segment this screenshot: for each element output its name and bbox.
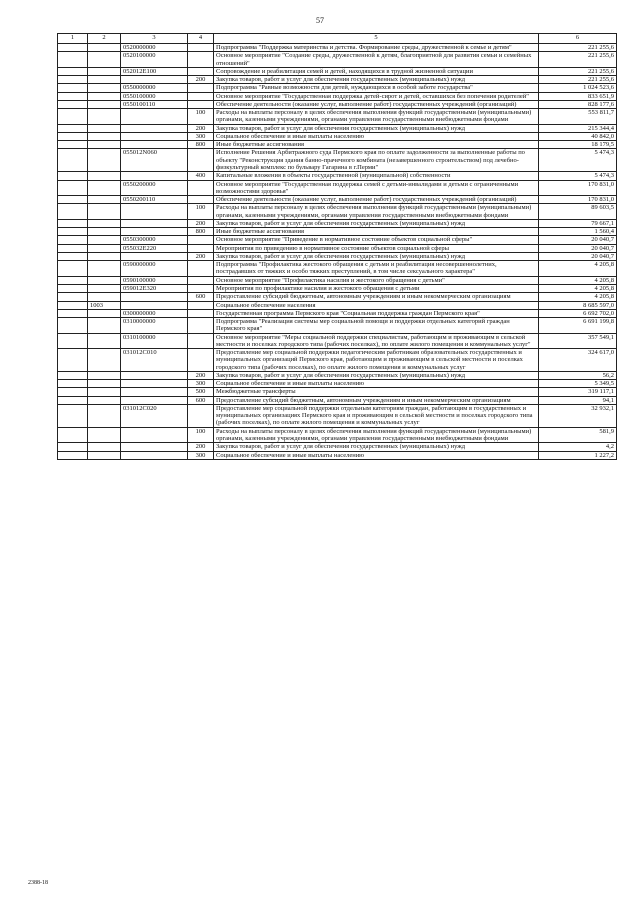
description-cell: Мероприятия по профилактике насилия и жестокого обращения с детьми (214, 284, 539, 292)
subsection-cell (88, 109, 121, 125)
amount-cell: 553 811,7 (539, 109, 617, 125)
expense-type-cell (188, 276, 214, 284)
amount-cell: 319 117,1 (539, 388, 617, 396)
footer-document-code: 2388-18 (28, 880, 48, 886)
description-cell: Расходы на выплаты персоналу в целях обеспечения выполнения функций государственными (муниципальными) органами, казенными учреждениями, органами управления государственными внебюджетными фондами (214, 109, 539, 125)
column-number: 3 (121, 34, 188, 44)
target-article-cell (121, 301, 188, 309)
description-cell: Подпрограмма "Поддержка материнства и детства. Формирование среды, дружественной к семье и детям" (214, 44, 539, 52)
table-row (58, 219, 617, 227)
table-row (58, 404, 617, 427)
column-number: 6 (539, 34, 617, 44)
target-article-cell (121, 204, 188, 220)
target-article-cell (121, 388, 188, 396)
expense-type-cell (188, 333, 214, 349)
section-cell (58, 396, 88, 404)
subsection-cell (88, 388, 121, 396)
subsection-cell (88, 252, 121, 260)
amount-cell: 8 685 597,0 (539, 301, 617, 309)
target-article-cell: 059012Е320 (121, 284, 188, 292)
amount-cell: 221 255,6 (539, 67, 617, 75)
expense-type-cell (188, 284, 214, 292)
section-cell (58, 318, 88, 334)
description-cell: Предоставление мер социальной поддержки отдельным категориям граждан, работающим в государственных и муниципальных организациях Пермского края и проживающим в сельской местности и поселках городского типа (рабочих поселках), по оплате жилого помещения и коммунальных услуг (214, 404, 539, 427)
table-row (58, 252, 617, 260)
description-cell: Социальное обеспечение и иные выплаты населению (214, 380, 539, 388)
description-cell: Сопровождение и реабилитация семей и детей, находящихся в трудной жизненной ситуации (214, 67, 539, 75)
section-cell (58, 451, 88, 459)
subsection-cell (88, 451, 121, 459)
amount-cell: 4 205,8 (539, 276, 617, 284)
target-article-cell: 0590100000 (121, 276, 188, 284)
section-cell (58, 301, 88, 309)
expense-type-cell: 200 (188, 443, 214, 451)
column-number: 2 (88, 34, 121, 44)
amount-cell: 5 349,5 (539, 380, 617, 388)
subsection-cell (88, 84, 121, 92)
target-article-cell: 031012С020 (121, 404, 188, 427)
target-article-cell (121, 141, 188, 149)
description-cell: Капитальные вложения в объекты государственной (муниципальной) собственности (214, 172, 539, 180)
subsection-cell (88, 100, 121, 108)
amount-cell: 1 560,4 (539, 228, 617, 236)
amount-cell: 324 617,0 (539, 349, 617, 372)
table-row (58, 67, 617, 75)
target-article-cell: 0550200000 (121, 180, 188, 196)
target-article-cell (121, 172, 188, 180)
amount-cell: 4 205,8 (539, 284, 617, 292)
amount-cell: 79 667,1 (539, 219, 617, 227)
expense-type-cell (188, 309, 214, 317)
expense-type-cell: 200 (188, 219, 214, 227)
amount-cell: 221 255,6 (539, 44, 617, 52)
expense-type-cell (188, 301, 214, 309)
description-cell: Иные бюджетные ассигнования (214, 228, 539, 236)
amount-cell: 6 691 199,8 (539, 318, 617, 334)
amount-cell: 5 474,3 (539, 172, 617, 180)
section-cell (58, 132, 88, 140)
subsection-cell (88, 380, 121, 388)
section-cell (58, 333, 88, 349)
table-row (58, 380, 617, 388)
target-article-cell (121, 396, 188, 404)
subsection-cell: 1003 (88, 301, 121, 309)
description-cell: Закупка товаров, работ и услуг для обеспечения государственных (муниципальных) нужд (214, 124, 539, 132)
section-cell (58, 252, 88, 260)
amount-cell: 221 255,6 (539, 76, 617, 84)
expense-type-cell: 500 (188, 388, 214, 396)
section-cell (58, 349, 88, 372)
subsection-cell (88, 284, 121, 292)
table-row (58, 276, 617, 284)
subsection-cell (88, 236, 121, 244)
target-article-cell (121, 252, 188, 260)
target-article-cell: 0310000000 (121, 318, 188, 334)
table-row (58, 84, 617, 92)
expense-type-cell: 200 (188, 252, 214, 260)
amount-cell: 221 255,6 (539, 52, 617, 68)
expense-type-cell: 200 (188, 124, 214, 132)
section-cell (58, 404, 88, 427)
table-row (58, 44, 617, 52)
target-article-cell: 0550100000 (121, 92, 188, 100)
amount-cell: 6 692 702,0 (539, 309, 617, 317)
expense-type-cell: 100 (188, 427, 214, 443)
table-row (58, 196, 617, 204)
subsection-cell (88, 309, 121, 317)
target-article-cell (121, 380, 188, 388)
expense-type-cell (188, 52, 214, 68)
target-article-cell: 0300000000 (121, 309, 188, 317)
table-row (58, 149, 617, 172)
subsection-cell (88, 349, 121, 372)
section-cell (58, 388, 88, 396)
expense-type-cell: 100 (188, 109, 214, 125)
target-article-cell (121, 443, 188, 451)
section-cell (58, 172, 88, 180)
description-cell: Закупка товаров, работ и услуг для обеспечения государственных (муниципальных) нужд (214, 219, 539, 227)
table-row (58, 333, 617, 349)
amount-cell: 56,2 (539, 371, 617, 379)
subsection-cell (88, 132, 121, 140)
expense-type-cell: 300 (188, 451, 214, 459)
subsection-cell (88, 371, 121, 379)
table-row (58, 318, 617, 334)
subsection-cell (88, 261, 121, 277)
column-number: 1 (58, 34, 88, 44)
target-article-cell (121, 293, 188, 301)
table-row (58, 427, 617, 443)
description-cell: Обеспечение деятельности (оказание услуг, выполнение работ) государственных учреждений (организаций) (214, 196, 539, 204)
expense-type-cell: 600 (188, 293, 214, 301)
description-cell: Закупка товаров, работ и услуг для обеспечения государственных (муниципальных) нужд (214, 76, 539, 84)
target-article-cell: 0550100110 (121, 100, 188, 108)
section-cell (58, 380, 88, 388)
expense-type-cell (188, 261, 214, 277)
section-cell (58, 141, 88, 149)
amount-cell: 20 040,7 (539, 252, 617, 260)
description-cell: Предоставление мер социальной поддержки педагогическим работникам образовательных государственных и муниципальных организаций Пермского края, работающим и проживающим в сельской местности и поселках городского типа (рабочих поселках), по оплате жилого помещения и коммунальных услуг (214, 349, 539, 372)
expense-type-cell (188, 44, 214, 52)
amount-cell: 4,2 (539, 443, 617, 451)
table-row (58, 132, 617, 140)
description-cell: Социальное обеспечение населения (214, 301, 539, 309)
target-article-cell: 052012Е100 (121, 67, 188, 75)
target-article-cell: 0520100000 (121, 52, 188, 68)
description-cell: Социальное обеспечение и иные выплаты населению (214, 132, 539, 140)
section-cell (58, 293, 88, 301)
amount-cell: 833 651,9 (539, 92, 617, 100)
section-cell (58, 371, 88, 379)
section-cell (58, 124, 88, 132)
subsection-cell (88, 427, 121, 443)
description-cell: Закупка товаров, работ и услуг для обеспечения государственных (муниципальных) нужд (214, 371, 539, 379)
table-row (58, 141, 617, 149)
expense-type-cell (188, 180, 214, 196)
subsection-cell (88, 318, 121, 334)
amount-cell: 5 474,3 (539, 149, 617, 172)
amount-cell: 4 205,8 (539, 293, 617, 301)
subsection-cell (88, 396, 121, 404)
table-row (58, 52, 617, 68)
subsection-cell (88, 276, 121, 284)
expense-type-cell (188, 84, 214, 92)
section-cell (58, 44, 88, 52)
target-article-cell (121, 219, 188, 227)
target-article-cell (121, 451, 188, 459)
table-row (58, 204, 617, 220)
target-article-cell: 0550200110 (121, 196, 188, 204)
table-row (58, 396, 617, 404)
subsection-cell (88, 149, 121, 172)
table-row (58, 228, 617, 236)
section-cell (58, 67, 88, 75)
expense-type-cell (188, 236, 214, 244)
amount-cell: 1 227,2 (539, 451, 617, 459)
table-row (58, 443, 617, 451)
target-article-cell: 0550300000 (121, 236, 188, 244)
expense-type-cell (188, 67, 214, 75)
target-article-cell: 0520000000 (121, 44, 188, 52)
amount-cell: 20 040,7 (539, 244, 617, 252)
expense-type-cell: 200 (188, 76, 214, 84)
expense-type-cell (188, 318, 214, 334)
subsection-cell (88, 333, 121, 349)
description-cell: Иные бюджетные ассигнования (214, 141, 539, 149)
table-row (58, 293, 617, 301)
expense-type-cell: 100 (188, 204, 214, 220)
subsection-cell (88, 67, 121, 75)
table-row (58, 100, 617, 108)
table-row (58, 109, 617, 125)
budget-table-body (58, 34, 617, 460)
section-cell (58, 76, 88, 84)
subsection-cell (88, 180, 121, 196)
expense-type-cell: 300 (188, 132, 214, 140)
expense-type-cell: 800 (188, 228, 214, 236)
description-cell: Закупка товаров, работ и услуг для обеспечения государственных (муниципальных) нужд (214, 443, 539, 451)
amount-cell: 581,9 (539, 427, 617, 443)
table-row (58, 124, 617, 132)
amount-cell: 1 024 523,6 (539, 84, 617, 92)
table-row (58, 388, 617, 396)
description-cell: Исполнение Решения Арбитражного суда Пермского края по оплате задолженности за выполненные работы по объекту "Реконструкция здания банно-прачечного комбината (незавершенного строительством) под лечебно-физкультурный комплекс по бульвару Гагарина в г.Перми" (214, 149, 539, 172)
section-cell (58, 92, 88, 100)
section-cell (58, 244, 88, 252)
section-cell (58, 309, 88, 317)
table-row (58, 349, 617, 372)
expense-type-cell (188, 404, 214, 427)
description-cell: Подпрограмма "Профилактика жестокого обращения с детьми и реабилитация несовершеннолетних, пострадавших от тяжких и особо тяжких преступлений, в том числе сексуального характера" (214, 261, 539, 277)
description-cell: Основное мероприятие "Государственная поддержка семей с детьми-инвалидами и детьми с ограниченными возможностями здоровья" (214, 180, 539, 196)
subsection-cell (88, 228, 121, 236)
section-cell (58, 284, 88, 292)
column-number: 4 (188, 34, 214, 44)
description-cell: Предоставление субсидий бюджетным, автономным учреждениям и иным некоммерческим организациям (214, 293, 539, 301)
section-cell (58, 84, 88, 92)
amount-cell: 4 205,8 (539, 261, 617, 277)
description-cell: Основное мероприятие "Государственная поддержка детей-сирот и детей, оставшихся без попечения родителей" (214, 92, 539, 100)
budget-table (57, 33, 617, 460)
description-cell: Обеспечение деятельности (оказание услуг, выполнение работ) государственных учреждений (организаций) (214, 100, 539, 108)
table-row (58, 451, 617, 459)
amount-cell: 20 040,7 (539, 236, 617, 244)
target-article-cell (121, 371, 188, 379)
table-row (58, 301, 617, 309)
target-article-cell (121, 132, 188, 140)
description-cell: Основное мероприятие "Приведение в нормативное состояние объектов социальной сферы" (214, 236, 539, 244)
table-row (58, 284, 617, 292)
target-article-cell: 031012С010 (121, 349, 188, 372)
section-cell (58, 180, 88, 196)
expense-type-cell: 300 (188, 380, 214, 388)
description-cell: Подпрограмма "Реализация системы мер социальной помощи и поддержки отдельных категорий граждан Пермского края" (214, 318, 539, 334)
table-row (58, 236, 617, 244)
expense-type-cell: 200 (188, 371, 214, 379)
description-cell: Основное мероприятие "Меры социальной поддержки специалистам, работающим и проживающим в сельской местности и поселках городского типа (рабочих поселках), по оплате жилого помещения и коммунальных услуг" (214, 333, 539, 349)
description-cell: Подпрограмма "Равные возможности для детей, нуждающихся в особой заботе государства" (214, 84, 539, 92)
section-cell (58, 100, 88, 108)
subsection-cell (88, 244, 121, 252)
expense-type-cell (188, 196, 214, 204)
subsection-cell (88, 196, 121, 204)
amount-cell: 18 179,5 (539, 141, 617, 149)
description-cell: Основное мероприятие "Создание среды, дружественной к детям, благоприятной для развития семьи и семейных отношений" (214, 52, 539, 68)
expense-type-cell: 800 (188, 141, 214, 149)
expense-type-cell: 400 (188, 172, 214, 180)
subsection-cell (88, 52, 121, 68)
target-article-cell: 0550000000 (121, 84, 188, 92)
target-article-cell (121, 76, 188, 84)
target-article-cell (121, 109, 188, 125)
target-article-cell (121, 228, 188, 236)
table-row (58, 371, 617, 379)
description-cell: Межбюджетные трансферты (214, 388, 539, 396)
expense-type-cell (188, 92, 214, 100)
section-cell (58, 52, 88, 68)
description-cell: Государственная программа Пермского края "Социальная поддержка граждан Пермского края" (214, 309, 539, 317)
section-cell (58, 228, 88, 236)
subsection-cell (88, 76, 121, 84)
target-article-cell (121, 124, 188, 132)
subsection-cell (88, 219, 121, 227)
section-cell (58, 236, 88, 244)
table-row (58, 92, 617, 100)
subsection-cell (88, 293, 121, 301)
expense-type-cell (188, 149, 214, 172)
table-row (58, 261, 617, 277)
target-article-cell: 055012N060 (121, 149, 188, 172)
description-cell: Социальное обеспечение и иные выплаты населению (214, 451, 539, 459)
target-article-cell (121, 427, 188, 443)
page-number: 57 (316, 16, 324, 25)
target-article-cell: 055032Е220 (121, 244, 188, 252)
table-row (58, 244, 617, 252)
section-cell (58, 276, 88, 284)
subsection-cell (88, 404, 121, 427)
amount-cell: 40 842,0 (539, 132, 617, 140)
amount-cell: 357 549,1 (539, 333, 617, 349)
table-row (58, 180, 617, 196)
subsection-cell (88, 124, 121, 132)
table-row (58, 76, 617, 84)
column-number: 5 (214, 34, 539, 44)
expense-type-cell (188, 100, 214, 108)
target-article-cell: 0310100000 (121, 333, 188, 349)
amount-cell: 94,1 (539, 396, 617, 404)
expense-type-cell (188, 244, 214, 252)
description-cell: Основное мероприятие "Профилактика насилия и жестокого обращения с детьми" (214, 276, 539, 284)
amount-cell: 170 831,0 (539, 196, 617, 204)
subsection-cell (88, 443, 121, 451)
subsection-cell (88, 204, 121, 220)
description-cell: Предоставление субсидий бюджетным, автономным учреждениям и иным некоммерческим организациям (214, 396, 539, 404)
subsection-cell (88, 92, 121, 100)
table-row (58, 172, 617, 180)
expense-type-cell: 600 (188, 396, 214, 404)
amount-cell: 89 603,5 (539, 204, 617, 220)
table-row (58, 309, 617, 317)
amount-cell: 828 177,6 (539, 100, 617, 108)
section-cell (58, 204, 88, 220)
section-cell (58, 149, 88, 172)
description-cell: Расходы на выплаты персоналу в целях обеспечения выполнения функций государственными (муниципальными) органами, казенными учреждениями, органами управления государственными внебюджетными фондами (214, 427, 539, 443)
amount-cell: 170 831,0 (539, 180, 617, 196)
subsection-cell (88, 172, 121, 180)
section-cell (58, 219, 88, 227)
section-cell (58, 109, 88, 125)
column-number-row (58, 34, 617, 44)
expense-type-cell (188, 349, 214, 372)
target-article-cell: 0590000000 (121, 261, 188, 277)
subsection-cell (88, 141, 121, 149)
section-cell (58, 443, 88, 451)
description-cell: Закупка товаров, работ и услуг для обеспечения государственных (муниципальных) нужд (214, 252, 539, 260)
amount-cell: 32 932,1 (539, 404, 617, 427)
section-cell (58, 261, 88, 277)
description-cell: Расходы на выплаты персоналу в целях обеспечения выполнения функций государственными (муниципальными) органами, казенными учреждениями, органами управления государственными внебюджетными фондами (214, 204, 539, 220)
section-cell (58, 196, 88, 204)
subsection-cell (88, 44, 121, 52)
amount-cell: 215 344,4 (539, 124, 617, 132)
section-cell (58, 427, 88, 443)
description-cell: Мероприятия по приведению в нормативное состояние объектов социальной сферы (214, 244, 539, 252)
